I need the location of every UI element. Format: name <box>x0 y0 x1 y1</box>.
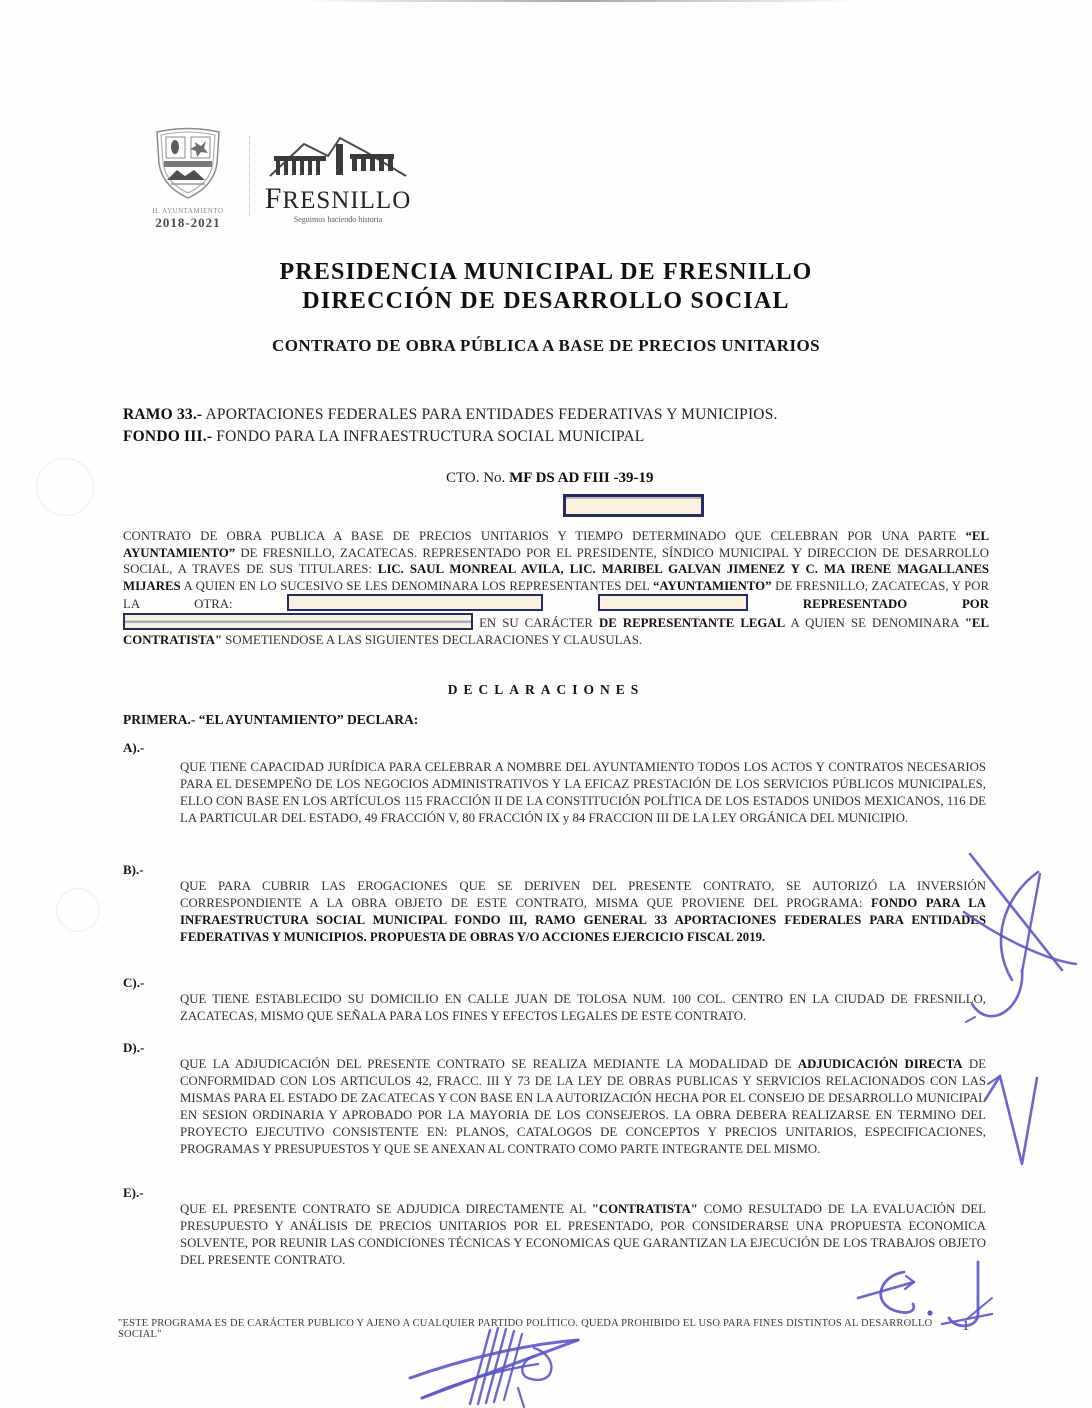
ramo-line <box>123 404 991 426</box>
intro-seg: EN SU CARÁCTER <box>473 615 599 630</box>
punch-hole-artifact <box>56 888 100 932</box>
item-d-seg: DE CONFORMIDAD CON LOS ARTICULOS 42, FRACC. III Y 73 DE LA LEY DE OBRAS PUBLICAS Y SERVICIOS RELACIONADOS CON LAS MISMAS PARA EL ESTADO DE ZACATECAS Y CON BASE EN LA AUTORIZACIÓN HECHA POR EL CONSEJO DE DESARROLLO MUNICIPAL EN SESION ORDINARIA Y APROBADO POR LA MAYORIA DE LOS CONSEJEROS. LA OBRA DEBERA REALIZARSE EN TERMINO DEL PROYECTO EJECUTIVO CONSISTENTE EN: PLANOS, CATALOGOS DE CONCEPTOS Y PRECIOS UNITARIOS, ESPECIFICACIONES, PROGRAMAS Y PRESUPUESTOS Y QUE SE ANEXAN AL CONTRATO COMO PARTE INTEGRANTE DEL MISMO. <box>180 1057 987 1156</box>
initials-ej-icon <box>850 1260 1012 1346</box>
redaction-box <box>598 594 748 611</box>
contract-number-label: CTO. No. <box>446 470 510 486</box>
intro-paragraph <box>123 528 989 648</box>
item-d-seg-bold: ADJUDICACIÓN DIRECTA <box>797 1057 963 1071</box>
item-c-seg: QUE TIENE ESTABLECIDO SU DOMICILIO EN CALLE JUAN DE TOLOSA NUM. 100 COL. CENTRO EN LA CIUDAD DE FRESNILLO, ZACATECAS, MISMO QUE SEÑALA PARA LOS FINES Y EFECTOS LEGALES DE ESTE CONTRATO. <box>180 992 986 1023</box>
intro-seg: A QUIEN SE DENOMINARA <box>785 615 965 630</box>
redaction-box <box>287 594 543 611</box>
crest-shield-icon <box>151 124 225 200</box>
item-e-seg-bold: "CONTRATISTA" <box>591 1202 698 1216</box>
intro-seg-bold: "EL CONTRATISTA" <box>123 615 989 647</box>
page-title-line2: DIRECCIÓN DE DESARROLLO SOCIAL <box>302 288 790 314</box>
intro-seg-bold: REPRESENTADO POR <box>748 597 989 612</box>
contract-number-value: MF DS AD FIII -39-19 <box>509 470 654 486</box>
intro-seg-bold: DE REPRESENTANTE LEGAL <box>598 615 786 630</box>
intro-seg: A QUIEN EN LO SUCESIVO SE LES DENOMINARA LOS REPRESENTANTES DEL <box>180 578 653 593</box>
declaration-item-c-text <box>180 991 986 1025</box>
fondo-text: FONDO PARA LA INFRAESTRUCTURA SOCIAL MUNICIPAL <box>212 428 645 445</box>
declaration-item-b-label: B).- <box>123 862 144 877</box>
program-block <box>123 404 991 448</box>
signature-scribble-icon <box>950 852 1082 1052</box>
item-e-seg: QUE EL PRESENTE CONTRATO SE ADJUDICA DIRECTAMENTE AL <box>180 1202 592 1216</box>
declaration-item-a-label: A).- <box>123 740 145 755</box>
declaration-item-c-label: C).- <box>123 975 145 990</box>
contract-number <box>446 470 654 487</box>
primera-heading: PRIMERA.- “EL AYUNTAMIENTO” DECLARA: <box>123 712 419 727</box>
item-b-seg: QUE PARA CUBRIR LAS EROGACIONES QUE SE DERIVEN DEL PRESENTE CONTRATO, SE AUTORIZÓ LA INVERSIÓN CORRESPONDIENTE A LA OBRA OBJETO DE ESTE CONTRATO, MISMA QUE PROVIENE DEL PROGRAMA: <box>180 879 986 910</box>
item-d-seg: QUE LA ADJUDICACIÓN DEL PRESENTE CONTRATO SE REALIZA MEDIANTE LA MODALIDAD DE <box>180 1057 798 1071</box>
declarations-heading: DECLARACIONES <box>447 682 645 697</box>
municipal-crest <box>136 124 240 231</box>
intro-seg-bold: “AYUNTAMIENTO” <box>652 578 772 593</box>
scan-edge-artifact <box>300 0 860 2</box>
intro-seg-bold: LIC. SAUL MONREAL AVILA, LIC. MARIBEL GALVAN JIMENEZ Y C. MA IRENE MAGALLANES MIJARES <box>123 562 989 593</box>
declaration-item-e-text <box>180 1201 986 1269</box>
intro-seg: CONTRATO DE OBRA PUBLICA A BASE DE PRECIOS UNITARIOS Y TIEMPO DETERMINADO QUE CELEBRAN POR UNA PARTE <box>123 529 966 543</box>
crest-years: 2018-2021 <box>155 215 221 230</box>
intro-seg: DE FRESNILLO, ZACATECAS, Y POR LA OTRA: <box>123 578 989 612</box>
declaration-item-d-label: D).- <box>123 1040 145 1055</box>
redaction-box <box>563 494 704 517</box>
signature-mark-icon <box>975 1068 1060 1176</box>
intro-seg: DE FRESNILLO, ZACATECAS. REPRESENTADO POR EL PRESIDENTE, SÍNDICO MUNICIPAL Y DIRECCION DE DESARROLLO SOCIAL, A TRAVES DE SUS TITULARES: <box>123 545 989 577</box>
contract-type-heading: CONTRATO DE OBRA PÚBLICA A BASE DE PRECIOS UNITARIOS <box>272 336 820 355</box>
page-title-line1: PRESIDENCIA MUNICIPAL DE FRESNILLO <box>279 259 813 285</box>
logo-divider <box>249 136 250 216</box>
fresnillo-tagline: Seguimos haciendo historia <box>293 215 383 224</box>
fresnillo-logo <box>258 136 418 224</box>
fondo-label: FONDO III.- <box>123 428 213 445</box>
punch-hole-artifact <box>36 458 94 516</box>
fresnillo-wordmark: FRESNILLO <box>264 182 412 215</box>
fondo-line <box>123 426 991 448</box>
signature-flourish-icon <box>406 1320 584 1408</box>
ramo-label: RAMO 33.- <box>123 406 203 423</box>
ramo-text: APORTACIONES FEDERALES PARA ENTIDADES FEDERATIVAS Y MUNICIPIOS. <box>202 406 778 423</box>
item-e-seg: COMO RESULTADO DE LA EVALUACIÓN DEL PRESUPUESTO Y ANÁLISIS DE PRECIOS UNITARIOS POR EL PRESENTADO, POR CONSIDERARSE UNA PROPUESTA ECONOMICA SOLVENTE, POR REUNIR LAS CONDICIONES TÉCNICAS Y ECONOMICAS QUE GARANTIZAN LA EJECUCIÓN DE LOS TRABAJOS OBJETO DEL PRESENTE CONTRATO. <box>180 1202 986 1267</box>
intro-seg-bold: “EL AYUNTAMIENTO” <box>123 529 989 560</box>
declaration-item-a-text <box>180 759 986 827</box>
declaration-item-e-label: E).- <box>123 1185 144 1200</box>
item-a-seg: QUE TIENE CAPACIDAD JURÍDICA PARA CELEBRAR A NOMBRE DEL AYUNTAMIENTO TODOS LOS ACTOS Y CONTRATOS NECESARIOS PARA EL DESEMPEÑO DE LOS NEGOCIOS ADMINISTRATIVOS Y LA EFICAZ PRESTACIÓN DE LOS SERVICIOS PÚBLICOS MUNICIPALES, ELLO CON BASE EN LOS ARTÍCULOS 115 FRACCIÓN II DE LA CONSTITUCIÓN POLÍTICA DE LOS ESTADOS UNIDOS MEXICANOS, 116 DE LA PARTICULAR DEL ESTADO, 49 FRACCIÓN V, 80 FRACCIÓN IX y 84 FRACCION III DE LA LEY ORGÁNICA DEL MUNICIPIO. <box>180 760 986 825</box>
redaction-box <box>123 613 473 630</box>
intro-seg: SOMETIENDOSE A LAS SIGUIENTES DECLARACIONES Y CLAUSULAS. <box>222 632 643 647</box>
declaration-item-b-text <box>180 878 986 946</box>
item-b-seg-bold: FONDO PARA LA INFRAESTRUCTURA SOCIAL MUNICIPAL FONDO III, RAMO GENERAL 33 APORTACIONES FEDERALES PARA ENTIDADES FEDERATIVAS Y MUNICIPIOS. PROPUESTA DE OBRAS Y/O ACCIONES EJERCICIO FISCAL 2019. <box>180 895 986 944</box>
declaration-item-d-text <box>180 1056 986 1157</box>
fresnillo-skyline-icon <box>268 136 408 178</box>
page-title <box>0 258 1092 316</box>
crest-caption: H. AYUNTAMIENTO <box>152 207 224 215</box>
page-number: 1 <box>962 1318 970 1334</box>
footer-disclaimer: "ESTE PROGRAMA ES DE CARÁCTER PUBLICO Y AJENO A CUALQUIER PARTIDO POLÍTICO. QUEDA PROHIBIDO EL USO PARA FINES DISTINTOS AL DESARROLLO SOCIAL" <box>118 1318 933 1340</box>
